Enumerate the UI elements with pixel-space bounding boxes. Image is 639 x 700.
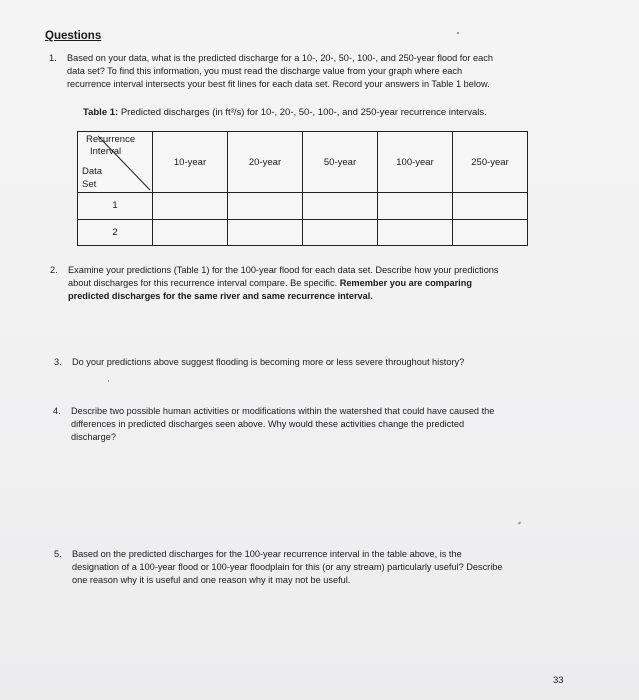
emphasis-text: predicted discharges for the same river and same recurrence interval. [68, 291, 373, 301]
scan-speck [108, 380, 109, 382]
table-cell[interactable] [303, 219, 378, 245]
question-3 [54, 356, 592, 369]
table-cell[interactable] [153, 219, 228, 245]
table-cell[interactable] [378, 193, 453, 219]
question-number: 4. [53, 406, 61, 416]
scan-speck [518, 521, 522, 524]
table-cell[interactable] [453, 219, 528, 245]
column-header: 100-year [378, 132, 453, 193]
page-number: 33 [553, 675, 564, 686]
table-caption-text: Predicted discharges (in ft³/s) for 10-, 20-, 50-, 100-, and 250-year recurrence intervals. [120, 107, 487, 118]
column-header: 20-year [228, 132, 303, 193]
question-number: 2. [50, 265, 58, 275]
question-line: Do your predictions above suggest flooding is becoming more or less severe throughout history? [72, 357, 465, 367]
question-line: Examine your predictions (Table 1) for the 100-year flood for each data set. Describe how your predictions [68, 265, 499, 275]
table-caption-label: Table 1: [83, 107, 119, 118]
question-number: 3. [54, 357, 62, 367]
column-header: 50-year [303, 132, 378, 193]
table-header-row [78, 132, 528, 193]
corner-interval-label: Interval [90, 146, 122, 157]
question-line: differences in predicted discharges seen above. Why would these activities change the predicted [71, 419, 465, 429]
table-cell[interactable] [453, 193, 528, 219]
question-line: discharge? [71, 432, 116, 442]
table-cell[interactable] [303, 193, 378, 219]
table-cell[interactable] [228, 193, 303, 219]
corner-recurrence-label: Recurrence [86, 134, 136, 145]
question-line: one reason why it is useful and one reason why it may not be useful. [72, 575, 351, 585]
corner-data-label: Data [82, 166, 103, 177]
question-4 [53, 405, 591, 444]
table-cell[interactable] [153, 193, 228, 219]
row-label: 2 [78, 219, 153, 245]
question-line: Describe two possible human activities or modifications within the watershed that could have caused the [71, 406, 495, 416]
question-2 [50, 264, 588, 303]
row-label: 1 [78, 193, 153, 219]
page-heading: Questions [45, 30, 102, 42]
question-line: designation of a 100-year flood or 100-year floodplain for this (or any stream) particularly useful? Describe [72, 562, 503, 572]
table-row [78, 219, 528, 245]
table-row [78, 193, 528, 219]
question-line: Based on your data, what is the predicted discharge for a 10-, 20-, 50-, 100-, and 250-year flood for each [67, 53, 493, 63]
emphasis-text: Remember you are comparing [339, 278, 472, 288]
question-line: recurrence interval intersects your best fit lines for each data set. Record your answers in Table 1 below. [67, 79, 490, 89]
question-line-with-emphasis [68, 277, 588, 290]
question-5 [54, 548, 597, 587]
corner-set-label: Set [82, 179, 97, 190]
table-caption [83, 107, 487, 118]
question-line: data set? To find this information, you must read the discharge value from your graph where each [67, 66, 463, 76]
scan-speck [457, 32, 459, 34]
question-1 [49, 52, 587, 91]
question-line: Based on the predicted discharges for the 100-year recurrence interval in the table above, is the [72, 549, 462, 559]
discharge-table [77, 131, 528, 246]
question-number: 5. [54, 549, 62, 559]
column-header: 250-year [453, 132, 528, 193]
table-corner-cell [78, 132, 153, 193]
column-header: 10-year [153, 132, 228, 193]
table-cell[interactable] [378, 219, 453, 245]
question-line: about discharges for this recurrence interval compare. Be specific. [68, 278, 338, 288]
question-number: 1. [49, 53, 57, 63]
table-cell[interactable] [228, 219, 303, 245]
